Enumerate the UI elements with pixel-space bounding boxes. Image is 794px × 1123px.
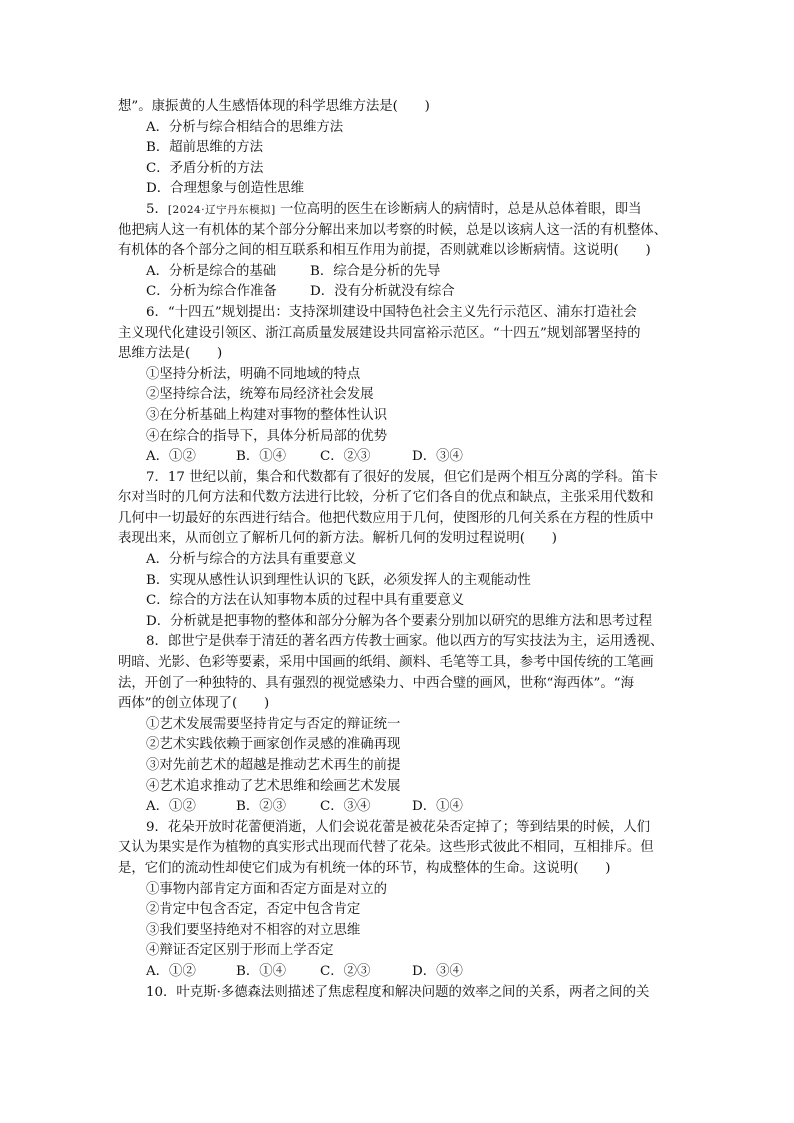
q5-stem-line-2: 他把病人这一有机体的某个部分分解出来加以考察的时候，总是以该病人这一活的有机整体、 bbox=[118, 222, 668, 238]
q8-stem-line-1: 8．郎世宁是供奉于清廷的著名西方传教士画家。他以西方的写实技法为主，运用透视、 bbox=[146, 634, 664, 650]
q5-source-tag: [2024·辽宁丹东模拟] bbox=[167, 203, 276, 216]
q6-option-a: A．①② bbox=[146, 449, 196, 465]
q5-options-row-1 bbox=[118, 262, 678, 283]
q8-item-4: ④艺术追求推动了艺术思维和绘画艺术发展 bbox=[146, 778, 401, 794]
q6-option-d: D．③④ bbox=[412, 449, 463, 465]
q6-item-1: ①坚持分析法，明确不同地域的特点 bbox=[146, 366, 361, 382]
q9-item-1: ①事物内部肯定方面和否定方面是对立的 bbox=[146, 881, 388, 897]
q8-item-1: ①艺术发展需要坚持肯定与否定的辩证统一 bbox=[146, 716, 401, 732]
q8-item-2: ②艺术实践依赖于画家创作灵感的准确再现 bbox=[146, 737, 401, 753]
q9-stem-line-1: 9．花朵开放时花蕾便消逝，人们会说花蕾是被花朵否定掉了；等到结果的时候，人们 bbox=[146, 819, 650, 835]
q6-item-3: ③在分析基础上构建对事物的整体性认识 bbox=[146, 407, 388, 423]
q6-options bbox=[118, 447, 678, 468]
q4-option-c: C．矛盾分析的方法 bbox=[146, 160, 264, 176]
q9-option-b: B．①④ bbox=[236, 963, 287, 979]
q8-option-a: A．①② bbox=[146, 799, 196, 815]
q10-stem-line-1: 10．叶克斯·多德森法则描述了焦虑程度和解决问题的效率之间的关系，两者之间的关 bbox=[146, 984, 650, 1000]
page-content bbox=[118, 97, 678, 1003]
q5-number: 5． bbox=[146, 201, 168, 217]
q8-stem-line-4: 西体”的创立体现了( ) bbox=[118, 696, 270, 712]
q6-option-b: B．①④ bbox=[236, 449, 287, 465]
q7-stem-line-4: 表现出来，从而创立了解析几何的新方法。解析几何的发明过程说明( ) bbox=[118, 531, 557, 547]
q8-item-3: ③对先前艺术的超越是推动艺术再生的前提 bbox=[146, 758, 401, 773]
q9-option-a: A．①② bbox=[146, 963, 196, 979]
q7-option-a: A．分析与综合的方法具有重要意义 bbox=[146, 552, 357, 568]
q7-option-c: C．综合的方法在认知事物本质的过程中具有重要意义 bbox=[146, 593, 465, 609]
q8-options bbox=[118, 797, 678, 818]
q9-item-2: ②肯定中包含否定，否定中包含肯定 bbox=[146, 902, 361, 918]
q4-option-a: A．分析与综合相结合的思维方法 bbox=[146, 119, 344, 135]
q5-option-b: B．综合是分析的先导 bbox=[310, 263, 441, 279]
q5-option-a: A．分析是综合的基础 bbox=[146, 263, 277, 279]
q4-option-b: B．超前思维的方法 bbox=[146, 140, 263, 156]
q9-option-c: C．②③ bbox=[320, 963, 371, 979]
q5-stem-line-3: 有机体的各个部分之间的相互联系和相互作用为前提，否则就难以诊断病情。这说明( ) bbox=[118, 243, 651, 259]
q5-text: 一位高明的医生在诊断病人的病情时，总是从总体着眼，即当 bbox=[279, 201, 642, 217]
q9-item-3: ③我们要坚持绝对不相容的对立思维 bbox=[146, 922, 361, 938]
q7-option-d: D．分析就是把事物的整体和部分分解为各个要素分别加以研究的思维方法和思考过程 bbox=[146, 613, 653, 629]
q7-stem-line-1: 7．17 世纪以前，集合和代数都有了很好的发展，但它们是两个相互分离的学科。笛卡 bbox=[146, 469, 658, 485]
q8-stem-line-2: 明暗、光影、色彩等要素，采用中国画的纸绢、颜料、毛笔等工具，参考中国传统的工笔画 bbox=[118, 655, 654, 671]
q6-stem-line-1: 6．“十四五”规划提出：支持深圳建设中国特色社会主义先行示范区、浦东打造社会 bbox=[146, 304, 637, 320]
q9-stem-line-2: 又认为果实是作为植物的真实形式出现而代替了花朵。这些形式彼此不相同，互相排斥。但 bbox=[118, 840, 654, 856]
q6-item-2: ②坚持综合法，统筹布局经济社会发展 bbox=[146, 387, 374, 403]
q7-option-b: B．实现从感性认识到理性认识的飞跃，必须发挥人的主观能动性 bbox=[146, 572, 531, 588]
q7-stem-line-3: 几何中一切最好的东西进行结合。他把代数应用于几何，使图形的几何关系在方程的性质中 bbox=[118, 510, 654, 526]
q7-stem-line-2: 尔对当时的几何方法和代数方法进行比较，分析了它们各自的优点和缺点，主张采用代数和 bbox=[118, 490, 654, 506]
q6-item-4: ④在综合的指导下，具体分析局部的优势 bbox=[146, 428, 388, 444]
q9-option-d: D．③④ bbox=[412, 963, 463, 979]
q9-item-4: ④辩证否定区别于形而上学否定 bbox=[146, 943, 334, 959]
q4-stem: 想”。康振黄的人生感悟体现的科学思维方法是( ) bbox=[118, 99, 430, 114]
q5-option-d: D．没有分析就没有综合 bbox=[310, 284, 455, 300]
q6-stem-line-2: 主义现代化建设引领区、浙江高质量发展建设共同富裕示范区。“十四五”规划部署坚持的 bbox=[118, 325, 641, 341]
q5-option-c: C．分析为综合作准备 bbox=[146, 284, 277, 300]
q8-option-c: C．③④ bbox=[320, 799, 371, 815]
q5-stem-line-1 bbox=[118, 200, 678, 221]
q9-options bbox=[118, 962, 678, 983]
q6-stem-line-3: 思维方法是( ) bbox=[118, 346, 223, 362]
q8-option-b: B．②③ bbox=[236, 799, 287, 815]
q5-options-row-2 bbox=[118, 282, 678, 303]
q8-stem-line-3: 法，开创了一种独特的、具有强烈的视觉感染力、中西合璧的画风，世称“海西体”。“海 bbox=[118, 675, 634, 691]
q4-option-d: D．合理想象与创造性思维 bbox=[146, 181, 305, 197]
q9-stem-line-3: 是，它们的流动性却使它们成为有机统一体的环节，构成整体的生命。这说明( ) bbox=[118, 860, 611, 876]
q6-option-c: C．②③ bbox=[320, 449, 371, 465]
q8-option-d: D．①④ bbox=[412, 799, 463, 815]
